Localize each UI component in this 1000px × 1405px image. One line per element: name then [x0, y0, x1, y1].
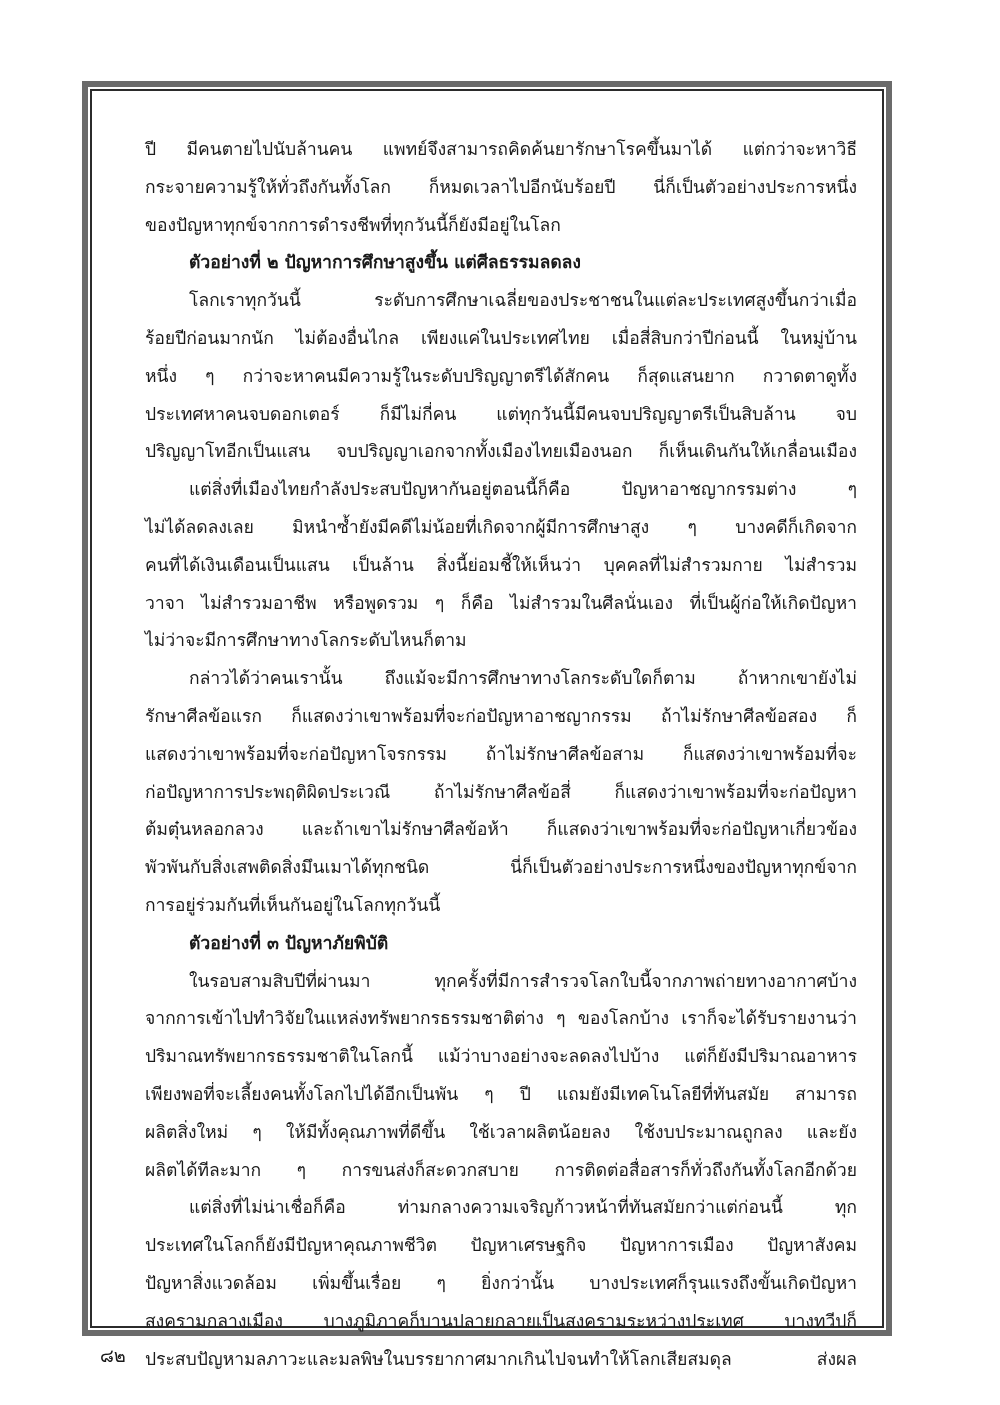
text-line: ประเทศหาคนจบดอกเตอร์ ก็มีไม่กี่คน แต่ทุกวันนี้มีคนจบปริญญาตรีเป็นสิบล้าน จบ — [145, 404, 857, 425]
page-number: ๘๒ — [100, 1346, 126, 1367]
text-line: ผลิตได้ทีละมาก ๆ การขนส่งก็สะดวกสบาย การติดต่อสื่อสารก็ทั่วถึงกันทั้งโลกอีกด้วย — [145, 1160, 857, 1181]
text-line: แต่สิ่งที่ไม่น่าเชื่อก็คือ ท่ามกลางความเจริญก้าวหน้าที่ทันสมัยกว่าแต่ก่อนนี้ ทุก — [189, 1198, 857, 1219]
text-line: ในรอบสามสิบปีที่ผ่านมา ทุกครั้งที่มีการสำรวจโลกใบนี้จากภาพถ่ายทางอากาศบ้าง — [189, 971, 857, 992]
text-line: พัวพันกับสิ่งเสพติดสิ่งมึนเมาได้ทุกชนิด นี่ก็เป็นตัวอย่างประการหนึ่งของปัญหาทุกข์จาก — [145, 858, 857, 879]
text-line: ปี มีคนตายไปนับล้านคน แพทย์จึงสามารถคิดค้นยารักษาโรคขึ้นมาได้ แต่กว่าจะหาวิธี — [145, 140, 857, 160]
text-line: วาจา ไม่สำรวมอาชีพ หรือพูดรวม ๆ ก็คือ ไม่สำรวมในศีลนั่นเอง ที่เป็นผู้ก่อให้เกิดปัญหา — [145, 593, 857, 614]
text-line: ไม่ได้ลดลงเลย มิหนำซ้ำยังมีคดีไม่น้อยที่เกิดจากผู้มีการศึกษาสูง ๆ บางคดีก็เกิดจาก — [145, 517, 857, 538]
section-heading: ตัวอย่างที่ ๒ ปัญหาการศึกษาสูงขึ้น แต่ศีลธรรมลดลง — [189, 253, 581, 274]
text-line: จากการเข้าไปทำวิจัยในแหล่งทรัพยากรธรรมชาติต่าง ๆ ของโลกบ้าง เราก็จะได้รับรายงานว่า — [145, 1009, 857, 1030]
text-line: ร้อยปีก่อนมากนัก ไม่ต้องอื่นไกล เพียงแค่ในประเทศไทย เมื่อสี่สิบกว่าปีก่อนนี้ ในหมู่บ้าน — [145, 328, 857, 349]
text-line: การอยู่ร่วมกันที่เห็นกันอยู่ในโลกทุกวันนี้ — [145, 895, 441, 916]
text-line: โลกเราทุกวันนี้ ระดับการศึกษาเฉลี่ยของประชาชนในแต่ละประเทศสูงขึ้นกว่าเมื่อ — [189, 291, 857, 312]
section-heading: ตัวอย่างที่ ๓ ปัญหาภัยพิบัติ — [189, 933, 389, 954]
text-line: เพียงพอที่จะเลี้ยงคนทั้งโลกไปได้อีกเป็นพัน ๆ ปี แถมยังมีเทคโนโลยีที่ทันสมัย สามารถ — [145, 1084, 857, 1105]
body-text — [145, 132, 857, 1370]
text-line: หนึ่ง ๆ กว่าจะหาคนมีความรู้ในระดับปริญญาตรีได้สักคน ก็สุดแสนยาก กวาดตาดูทั้ง — [145, 366, 857, 387]
text-line: ปริญญาโทอีกเป็นแสน จบปริญญาเอกจากทั้งเมืองไทยเมืองนอก ก็เห็นเดินกันให้เกลื่อนเมือง — [145, 442, 857, 463]
text-line: คนที่ได้เงินเดือนเป็นแสน เป็นล้าน สิ่งนี้ย่อมชี้ให้เห็นว่า บุคคลที่ไม่สำรวมกาย ไม่สำรวม — [145, 555, 857, 576]
text-line: กล่าวได้ว่าคนเรานั้น ถึงแม้จะมีการศึกษาทางโลกระดับใดก็ตาม ถ้าหากเขายังไม่ — [189, 669, 857, 690]
text-line: ไม่ว่าจะมีการศึกษาทางโลกระดับไหนก็ตาม — [145, 631, 467, 652]
text-line: ปริมาณทรัพยากรธรรมชาติในโลกนี้ แม้ว่าบางอย่างจะลดลงไปบ้าง แต่ก็ยังมีปริมาณอาหาร — [145, 1047, 857, 1068]
text-line: สงครามกลางเมือง บางภูมิภาคก็บานปลายกลายเป็นสงครามระหว่างประเทศ บางทวีปก็ — [145, 1311, 857, 1332]
text-line: รักษาศีลข้อแรก ก็แสดงว่าเขาพร้อมที่จะก่อปัญหาอาชญากรรม ถ้าไม่รักษาศีลข้อสอง ก็ — [145, 706, 857, 727]
text-line: ของปัญหาทุกข์จากการดำรงชีพที่ทุกวันนี้ก็ยังมีอยู่ในโลก — [145, 215, 561, 236]
text-line: ผลิตสิ่งใหม่ ๆ ให้มีทั้งคุณภาพที่ดีขึ้น ใช้เวลาผลิตน้อยลง ใช้งบประมาณถูกลง และยัง — [145, 1122, 857, 1143]
text-line: ประสบปัญหามลภาวะและมลพิษในบรรยากาศมากเกินไปจนทำให้โลกเสียสมดุล ส่งผล — [145, 1349, 857, 1370]
text-line: แสดงว่าเขาพร้อมที่จะก่อปัญหาโจรกรรม ถ้าไม่รักษาศีลข้อสาม ก็แสดงว่าเขาพร้อมที่จะ — [145, 744, 857, 765]
text-line: กระจายความรู้ให้ทั่วถึงกันทั้งโลก ก็หมดเวลาไปอีกนับร้อยปี นี่ก็เป็นตัวอย่างประการหนึ่ง — [145, 177, 857, 198]
text-line: ปัญหาสิ่งแวดล้อม เพิ่มขึ้นเรื่อย ๆ ยิ่งกว่านั้น บางประเทศก็รุนแรงถึงขั้นเกิดปัญหา — [145, 1273, 857, 1294]
text-line: แต่สิ่งที่เมืองไทยกำลังประสบปัญหากันอยู่ตอนนี้ก็คือ ปัญหาอาชญากรรมต่าง ๆ — [189, 480, 857, 501]
text-line: ประเทศในโลกก็ยังมีปัญหาคุณภาพชีวิต ปัญหาเศรษฐกิจ ปัญหาการเมือง ปัญหาสังคม — [145, 1236, 857, 1257]
text-line: ก่อปัญหาการประพฤติผิดประเวณี ถ้าไม่รักษาศีลข้อสี่ ก็แสดงว่าเขาพร้อมที่จะก่อปัญหา — [145, 782, 857, 803]
text-line: ต้มตุ๋นหลอกลวง และถ้าเขาไม่รักษาศีลข้อห้า ก็แสดงว่าเขาพร้อมที่จะก่อปัญหาเกี่ยวข้อง — [145, 820, 857, 841]
